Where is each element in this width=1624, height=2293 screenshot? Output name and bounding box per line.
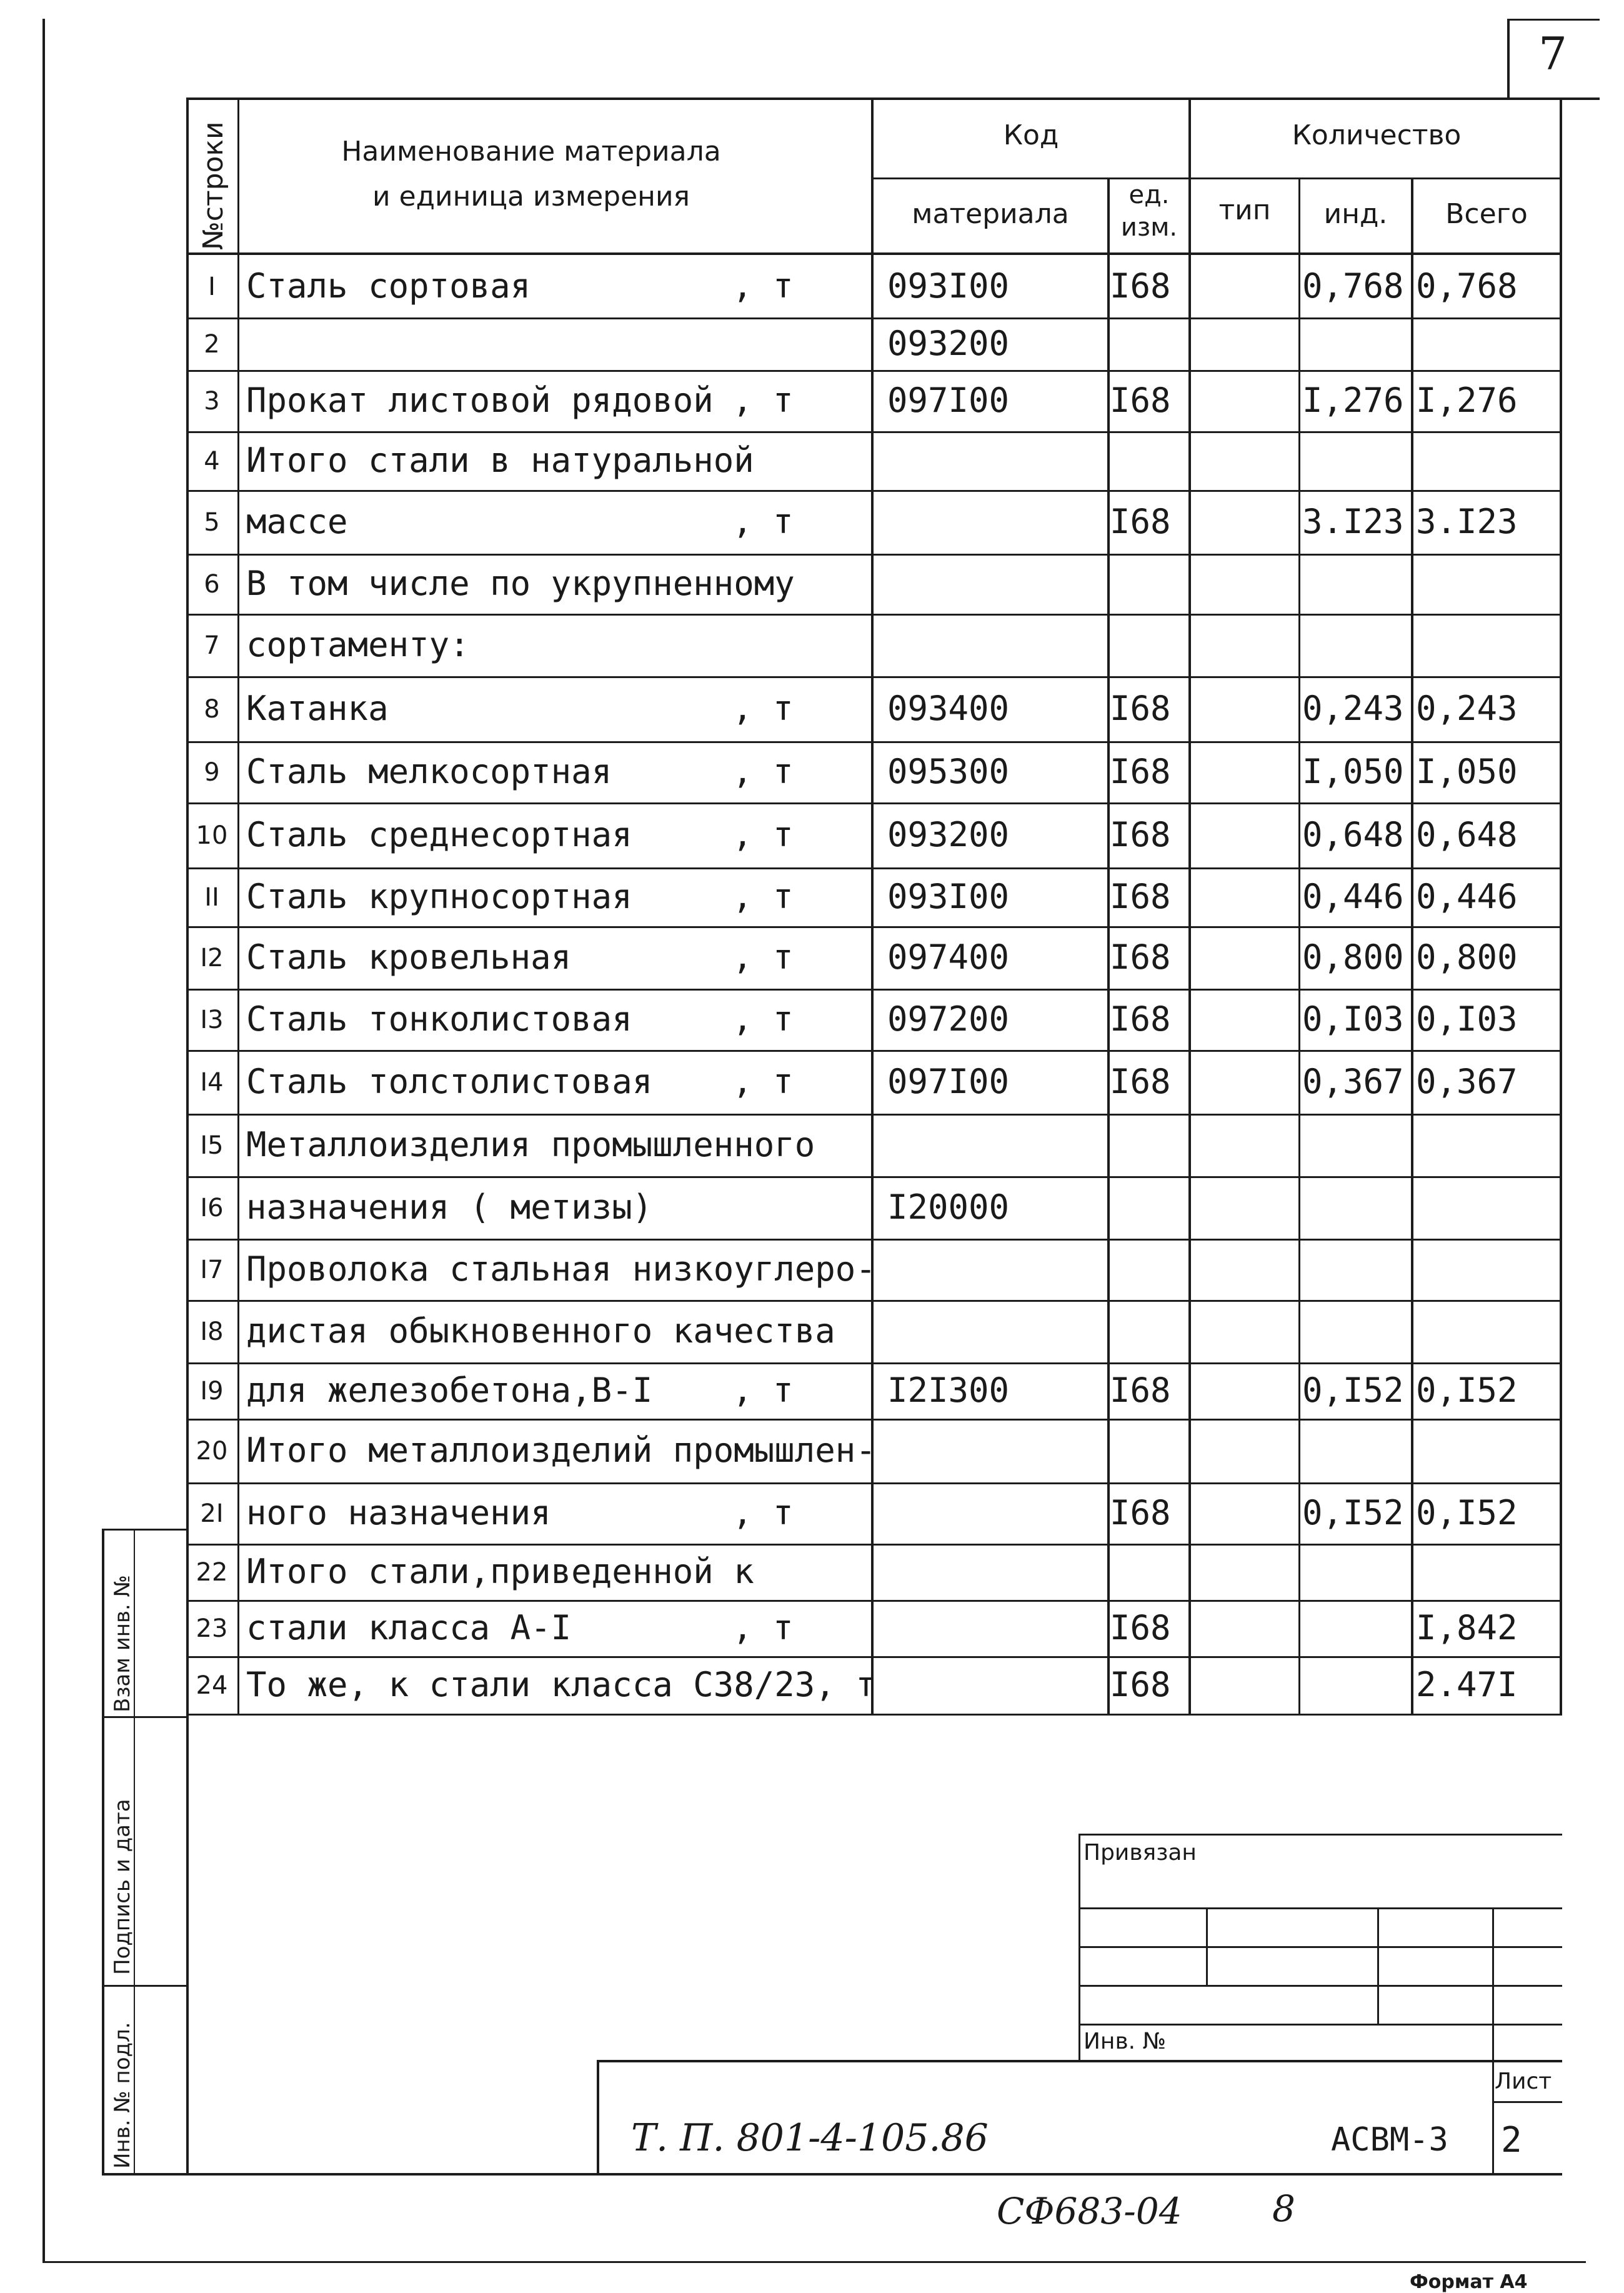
header-unit-line1: ед.: [1128, 181, 1170, 209]
row-qty-ind: 0,768: [1302, 266, 1404, 306]
row-unit-code: I68: [1110, 815, 1171, 854]
row-qty-total: 0,446: [1416, 877, 1518, 916]
row-separator: [186, 317, 1562, 319]
row-unit-code: I68: [1110, 1062, 1171, 1101]
row-qty-ind: 0,367: [1302, 1062, 1404, 1101]
row-separator: [186, 1176, 1562, 1178]
row-unit-code: I68: [1110, 1493, 1171, 1532]
row-separator: [186, 1114, 1562, 1116]
row-unit: , т: [732, 815, 794, 854]
row-qty-total: 3.I23: [1416, 502, 1518, 541]
stamp-inv-original: Инв. № подл.: [110, 2022, 135, 2169]
row-name: В том числе по укрупненному: [246, 564, 795, 603]
row-name: Проволока стальная низкоуглеро-: [246, 1249, 876, 1289]
row-separator: [186, 1300, 1562, 1302]
header-code-group: Код: [1003, 119, 1059, 151]
row-separator: [186, 1239, 1562, 1241]
row-number: 9: [204, 758, 220, 787]
header-code-material: материала: [912, 198, 1069, 230]
row-qty-total: 0,243: [1416, 689, 1518, 728]
row-unit: , т: [732, 689, 794, 728]
tb-main-left: [597, 2060, 599, 2175]
col-line-code: [871, 97, 874, 1714]
header-qty-total: Всего: [1445, 198, 1528, 230]
footer-code: СФ683-04: [997, 2190, 1182, 2232]
tb-inv-no-label: Инв. №: [1083, 2029, 1167, 2054]
row-separator: [186, 1482, 1562, 1484]
row-number: I: [208, 272, 216, 301]
row-qty-total: I,842: [1416, 1608, 1518, 1647]
row-separator: [186, 741, 1562, 743]
row-separator: [186, 1362, 1562, 1364]
row-name: То же, к стали класса С38/23, т: [246, 1665, 876, 1704]
col-line-name: [237, 97, 239, 1714]
row-separator: [186, 370, 1562, 372]
row-separator: [186, 867, 1562, 869]
header-bottom: [186, 252, 1562, 255]
tb-grid-h1: [1079, 1907, 1562, 1909]
row-number: I8: [200, 1317, 224, 1346]
row-unit-code: I68: [1110, 502, 1171, 541]
stamp-div2: [102, 1985, 189, 1987]
row-qty-ind: 0,I52: [1302, 1371, 1404, 1410]
row-qty-ind: 0,I52: [1302, 1493, 1404, 1532]
row-name: Сталь сортовая: [246, 266, 531, 306]
row-code: 093200: [887, 324, 1010, 363]
row-unit: , т: [732, 266, 794, 306]
stamp-col-left: [102, 1529, 104, 2175]
row-code: 093400: [887, 689, 1010, 728]
sheet-box-left: [1507, 19, 1510, 100]
row-qty-total: 0,I03: [1416, 999, 1518, 1039]
row-qty-total: 0,367: [1416, 1062, 1518, 1101]
header-subline-qty: [1188, 177, 1562, 179]
row-qty-ind: I,276: [1302, 381, 1404, 420]
row-unit: , т: [732, 1062, 794, 1101]
row-separator: [186, 431, 1562, 433]
row-unit-code: I68: [1110, 937, 1171, 977]
row-name: стали класса А-I: [246, 1608, 572, 1647]
row-number: 7: [204, 631, 220, 660]
tb-bound-label: Привязан: [1083, 1840, 1197, 1866]
row-code: I2I300: [887, 1371, 1010, 1410]
row-separator: [186, 802, 1562, 804]
row-separator: [186, 490, 1562, 492]
row-name: ного назначения: [246, 1493, 551, 1532]
tb-sheet-label-line: [1492, 2101, 1562, 2103]
row-qty-ind: 0,446: [1302, 877, 1404, 916]
row-qty-total: 0,800: [1416, 937, 1518, 977]
row-unit: , т: [732, 1608, 794, 1647]
header-name-line2: и единица измерения: [372, 181, 690, 212]
row-unit-code: I68: [1110, 877, 1171, 916]
row-unit-code: I68: [1110, 1665, 1171, 1704]
tb-grid-v1: [1206, 1907, 1208, 1985]
row-number: 8: [204, 695, 220, 724]
row-code: 093200: [887, 815, 1010, 854]
row-name: Итого металлоизделий промышлен-: [246, 1431, 876, 1470]
stamp-div1: [102, 1716, 189, 1718]
tb-grid-v2: [1377, 1907, 1379, 2024]
row-code: 093I00: [887, 266, 1010, 306]
row-number: 23: [196, 1614, 228, 1643]
row-name: Сталь крупносортная: [246, 877, 632, 916]
tb-main-top: [597, 2060, 1562, 2062]
header-quantity-group: Количество: [1292, 119, 1462, 151]
row-number: 4: [204, 447, 220, 476]
row-number: 2: [204, 330, 220, 359]
row-number: 3: [204, 387, 220, 416]
stamp-bottom: [102, 2173, 1562, 2176]
row-name: сортаменту:: [246, 625, 470, 664]
row-unit: , т: [732, 502, 794, 541]
row-qty-total: 0,648: [1416, 815, 1518, 854]
row-separator: [186, 676, 1562, 678]
row-name: массе: [246, 502, 348, 541]
row-qty-total: 0,768: [1416, 266, 1518, 306]
row-qty-total: 2.47I: [1416, 1665, 1518, 1704]
row-separator: [186, 1544, 1562, 1546]
row-name: назначения ( метизы): [246, 1187, 653, 1227]
row-separator: [186, 554, 1562, 556]
row-number: 2I: [200, 1499, 224, 1528]
row-name: Сталь мелкосортная: [246, 752, 612, 791]
header-row-no: №строки: [197, 121, 229, 250]
row-separator: [186, 926, 1562, 928]
row-name: для железобетона,В-I: [246, 1371, 653, 1410]
row-number: I2: [200, 944, 224, 972]
header-name-line1: Наименование материала: [341, 136, 721, 167]
row-unit: , т: [732, 1493, 794, 1532]
header-qty-type: тип: [1218, 194, 1271, 226]
col-line-qty: [1188, 97, 1191, 1714]
row-unit: , т: [732, 877, 794, 916]
row-separator: [186, 1600, 1562, 1602]
row-separator: [186, 989, 1562, 991]
row-separator: [186, 1656, 1562, 1658]
row-code: 097200: [887, 999, 1010, 1039]
tb-grid-h3: [1079, 1985, 1562, 1987]
row-unit: , т: [732, 999, 794, 1039]
row-unit-code: I68: [1110, 1608, 1171, 1647]
row-qty-ind: 0,648: [1302, 815, 1404, 854]
stamp-signature-date: Подпись и дата: [110, 1799, 135, 1975]
row-qty-ind: 0,800: [1302, 937, 1404, 977]
tb-grid-h2: [1079, 1946, 1562, 1948]
row-unit-code: I68: [1110, 689, 1171, 728]
row-code: 097I00: [887, 381, 1010, 420]
tb-sheet: 2: [1501, 2120, 1522, 2161]
row-number: 6: [204, 570, 220, 599]
row-unit-code: I68: [1110, 266, 1171, 306]
row-number: I5: [200, 1131, 224, 1160]
row-unit: , т: [732, 752, 794, 791]
sheet-box-top: [1507, 19, 1600, 21]
row-unit: , т: [732, 1371, 794, 1410]
header-qty-ind: инд.: [1323, 198, 1388, 230]
row-code: I20000: [887, 1187, 1010, 1227]
row-number: I4: [200, 1068, 224, 1097]
row-name: Прокат листовой рядовой: [246, 381, 714, 420]
row-code: 097I00: [887, 1062, 1010, 1101]
table-bottom-divider: [186, 1714, 1562, 1716]
row-qty-ind: 0,I03: [1302, 999, 1404, 1039]
row-separator: [186, 614, 1562, 616]
row-number: I9: [200, 1377, 224, 1406]
tb-mark: АСВМ-3: [1331, 2121, 1448, 2159]
tb-grid-h4: [1079, 2024, 1562, 2026]
tb-bound-top: [1079, 1834, 1562, 1836]
row-qty-ind: 3.I23: [1302, 502, 1404, 541]
row-name: Сталь среднесортная: [246, 815, 632, 854]
row-name: Итого стали в натуральной: [246, 441, 754, 480]
row-number: 24: [196, 1671, 228, 1700]
row-number: II: [204, 883, 219, 912]
row-qty-ind: I,050: [1302, 752, 1404, 791]
header-unit-line2: изм.: [1120, 213, 1178, 242]
row-name: дистая обыкновенного качества: [246, 1311, 835, 1351]
tb-project: Т. П. 801-4-105.86: [631, 2116, 989, 2160]
tb-grid-v3: [1492, 1907, 1494, 2174]
row-code: 095300: [887, 752, 1010, 791]
row-qty-total: 0,I52: [1416, 1493, 1518, 1532]
row-unit: , т: [732, 937, 794, 977]
row-name: Итого стали,приведенной к: [246, 1552, 754, 1591]
row-unit-code: I68: [1110, 1371, 1171, 1410]
table-top: [186, 97, 1600, 100]
row-unit-code: I68: [1110, 999, 1171, 1039]
row-name: Катанка: [246, 689, 389, 728]
stamp-replace-inv: Взам инв. №: [110, 1574, 135, 1712]
row-name: Сталь толстолистовая: [246, 1062, 653, 1101]
sheet-number: 7: [1538, 27, 1567, 80]
row-unit-code: I68: [1110, 752, 1171, 791]
row-code: 097400: [887, 937, 1010, 977]
stamp-top: [102, 1529, 189, 1531]
frame-bottom: [42, 2261, 1586, 2263]
row-number: I7: [200, 1256, 224, 1284]
row-number: 22: [196, 1558, 228, 1587]
row-number: I6: [200, 1194, 224, 1222]
row-code: 093I00: [887, 877, 1010, 916]
frame-left: [42, 19, 45, 2262]
row-separator: [186, 1050, 1562, 1052]
table-right: [1560, 97, 1562, 1714]
footer-page: 8: [1272, 2187, 1295, 2230]
row-qty-total: I,050: [1416, 752, 1518, 791]
row-qty-total: 0,I52: [1416, 1371, 1518, 1410]
tb-sheet-label: Лист: [1495, 2069, 1552, 2094]
row-number: I3: [200, 1006, 224, 1034]
row-number: 10: [196, 821, 228, 850]
row-name: Сталь кровельная: [246, 937, 572, 977]
stamp-col-right: [186, 1529, 189, 2175]
row-number: 5: [204, 508, 220, 537]
footer-format: Формат А4: [1410, 2271, 1528, 2293]
row-number: 20: [196, 1437, 228, 1466]
row-name: Металлоизделия промышленного: [246, 1125, 815, 1164]
row-name: Сталь тонколистовая: [246, 999, 632, 1039]
row-unit: , т: [732, 381, 794, 420]
row-unit-code: I68: [1110, 381, 1171, 420]
row-qty-ind: 0,243: [1302, 689, 1404, 728]
row-separator: [186, 1419, 1562, 1421]
row-qty-total: I,276: [1416, 381, 1518, 420]
